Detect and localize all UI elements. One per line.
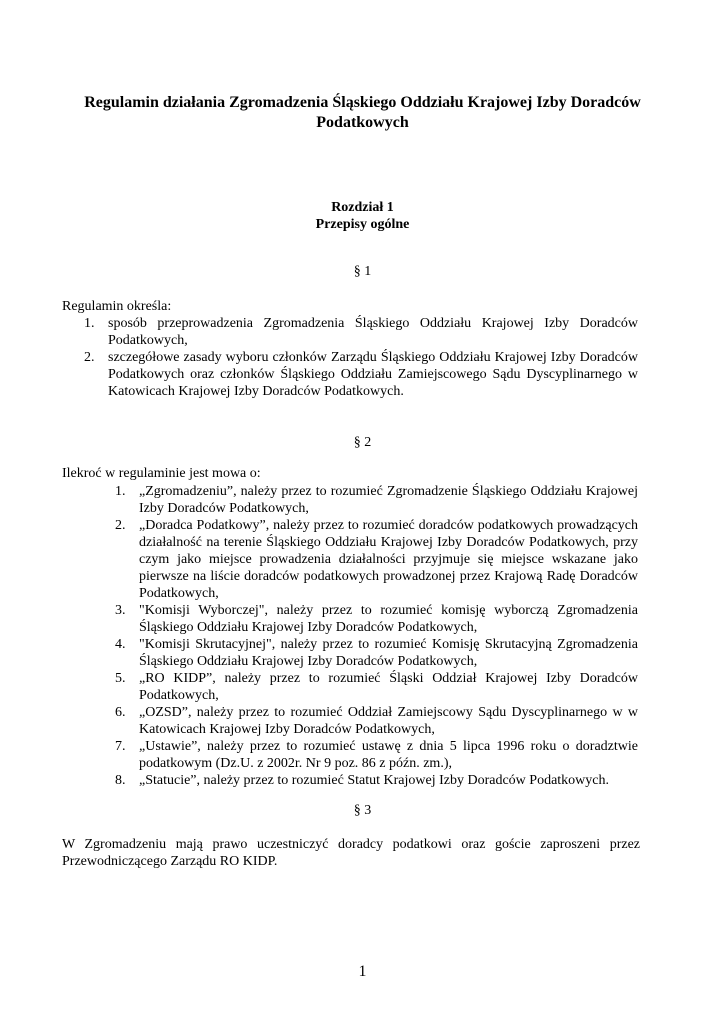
list-item: 8. „Statucie”, należy przez to rozumieć Statut Krajowej Izby Doradców Podatkowych.	[115, 773, 609, 788]
section-2-sign: § 2	[353, 435, 372, 450]
list-item: 4. "Komisji Skrutacyjnej", należy przez to rozumieć Komisję Skrutacyjną Zgromadzenia Śląskiego Oddziału Krajowej Izby Doradców Podatkowych,	[115, 637, 638, 669]
chapter-name: Przepisy ogólne	[315, 217, 410, 232]
list-item: 1. sposób przeprowadzenia Zgromadzenia Śląskiego Oddziału Krajowej Izby Doradców Podatkowych,	[84, 316, 638, 348]
section-3-sign: § 3	[353, 803, 372, 818]
chapter-number: Rozdział 1	[331, 200, 394, 215]
section-2-list	[115, 483, 638, 789]
section-1-intro: Regulamin określa:	[62, 299, 172, 314]
document-title: Regulamin działania Zgromadzenia Śląskiego Oddziału Krajowej Izby Doradców Podatkowych	[84, 94, 641, 131]
list-item: 7. „Ustawie”, należy przez to rozumieć ustawę z dnia 5 lipca 1996 roku o doradztwie podatkowym (Dz.U. z 2002r. Nr 9 poz. 86 z późn. zm.),	[115, 739, 638, 771]
section-2-intro: Ilekroć w regulaminie jest mowa o:	[62, 466, 261, 481]
list-item: 3. "Komisji Wyborczej", należy przez to rozumieć komisję wyborczą Zgromadzenia Śląskiego Oddziału Krajowej Izby Doradców Podatkowych,	[115, 603, 638, 635]
list-item: 5. „RO KIDP”, należy przez to rozumieć Śląski Oddział Krajowej Izby Doradców Podatkowych,	[115, 671, 638, 703]
list-item: 2. „Doradca Podatkowy”, należy przez to rozumieć doradców podatkowych prowadzących działalność na terenie Śląskiego Oddziału Krajowej Izby Doradców Podatkowych, przy czym jako miejsce prowadzenia działalności przyjmuje się miejsce wskazane jako pierwsze na liście doradców podatkowych prowadzonej przez Krajową Radę Doradców Podatkowych,	[115, 518, 638, 601]
section-1-sign: § 1	[353, 264, 372, 279]
list-item: 6. „OZSD”, należy przez to rozumieć Oddział Zamiejscowy Sądu Dyscyplinarnego w w Katowicach Krajowej Izby Doradców Podatkowych,	[115, 705, 638, 737]
list-item: 2. szczegółowe zasady wyboru członków Zarządu Śląskiego Oddziału Krajowej Izby Doradców Podatkowych oraz członków Śląskiego Oddziału Zamiejscowego Sądu Dyscyplinarnego w Katowicach Krajowej Izby Doradców Podatkowych.	[84, 350, 638, 399]
list-item: 1. „Zgromadzeniu”, należy przez to rozumieć Zgromadzenie Śląskiego Oddziału Krajowej Izby Doradców Podatkowych,	[115, 484, 638, 516]
section-1-list	[84, 315, 638, 400]
page-number: 1	[358, 963, 367, 980]
section-3-text: W Zgromadzeniu mają prawo uczestniczyć doradcy podatkowi oraz goście zaproszeni przez Przewodniczącego Zarządu RO KIDP.	[62, 837, 640, 869]
